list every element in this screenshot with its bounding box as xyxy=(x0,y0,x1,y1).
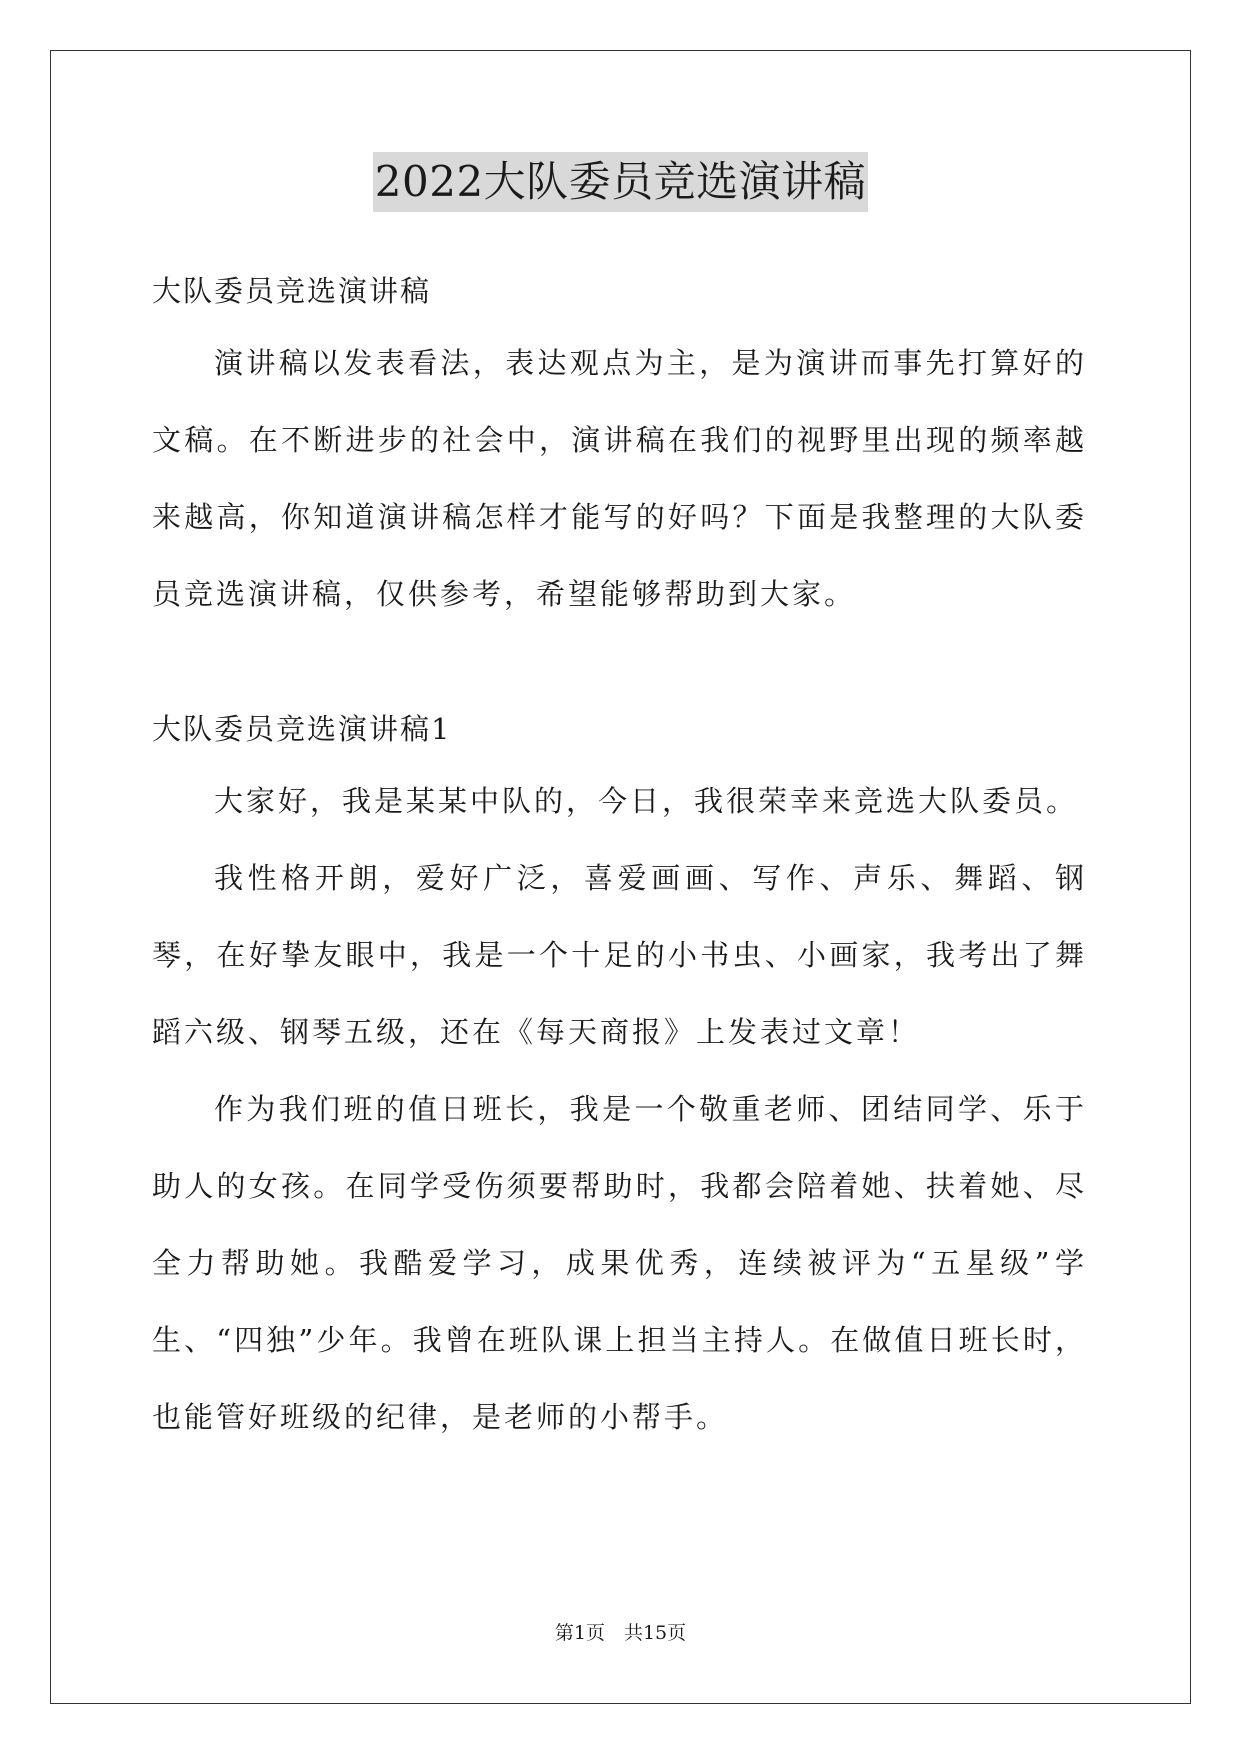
section-spacer xyxy=(152,633,1087,703)
spacer xyxy=(152,755,1087,763)
spacer xyxy=(152,317,1087,325)
section-heading: 大队委员竞选演讲稿1 xyxy=(152,712,452,746)
document-title: 2022大队委员竞选演讲稿 xyxy=(373,152,868,212)
document-body xyxy=(152,265,1087,1456)
intro-paragraph: 演讲稿以发表看法，表达观点为主，是为演讲而事先打算好的文稿。在不断进步的社会中，演讲稿在我们的视野里出现的频率越来越高，你知道演讲稿怎样才能写的好吗？下面是我整理的大队委员竞选演讲稿，仅供参考，希望能够帮助到大家。 xyxy=(152,346,1087,611)
body-paragraph: 我性格开朗，爱好广泛，喜爱画画、写作、声乐、舞蹈、钢琴，在好挚友眼中，我是一个十足的小书虫、小画家，我考出了舞蹈六级、钢琴五级，还在《每天商报》上发表过文章！ xyxy=(152,861,1087,1049)
body-paragraph: 作为我们班的值日班长，我是一个敬重老师、团结同学、乐于助人的女孩。在同学受伤须要帮助时，我都会陪着她、扶着她、尽全力帮助她。我酷爱学习，成果优秀，连续被评为“五星级”学生、“四独”少年。我曾在班队课上担当主持人。在做值日班长时，也能管好班级的纪律，是老师的小帮手。 xyxy=(152,1092,1087,1434)
page-number: 第1页 共15页 xyxy=(554,1622,687,1644)
intro-heading: 大队委员竞选演讲稿 xyxy=(152,274,432,308)
title-container xyxy=(0,152,1241,212)
body-paragraph: 大家好，我是某某中队的，今日，我很荣幸来竞选大队委员。 xyxy=(214,784,1079,818)
